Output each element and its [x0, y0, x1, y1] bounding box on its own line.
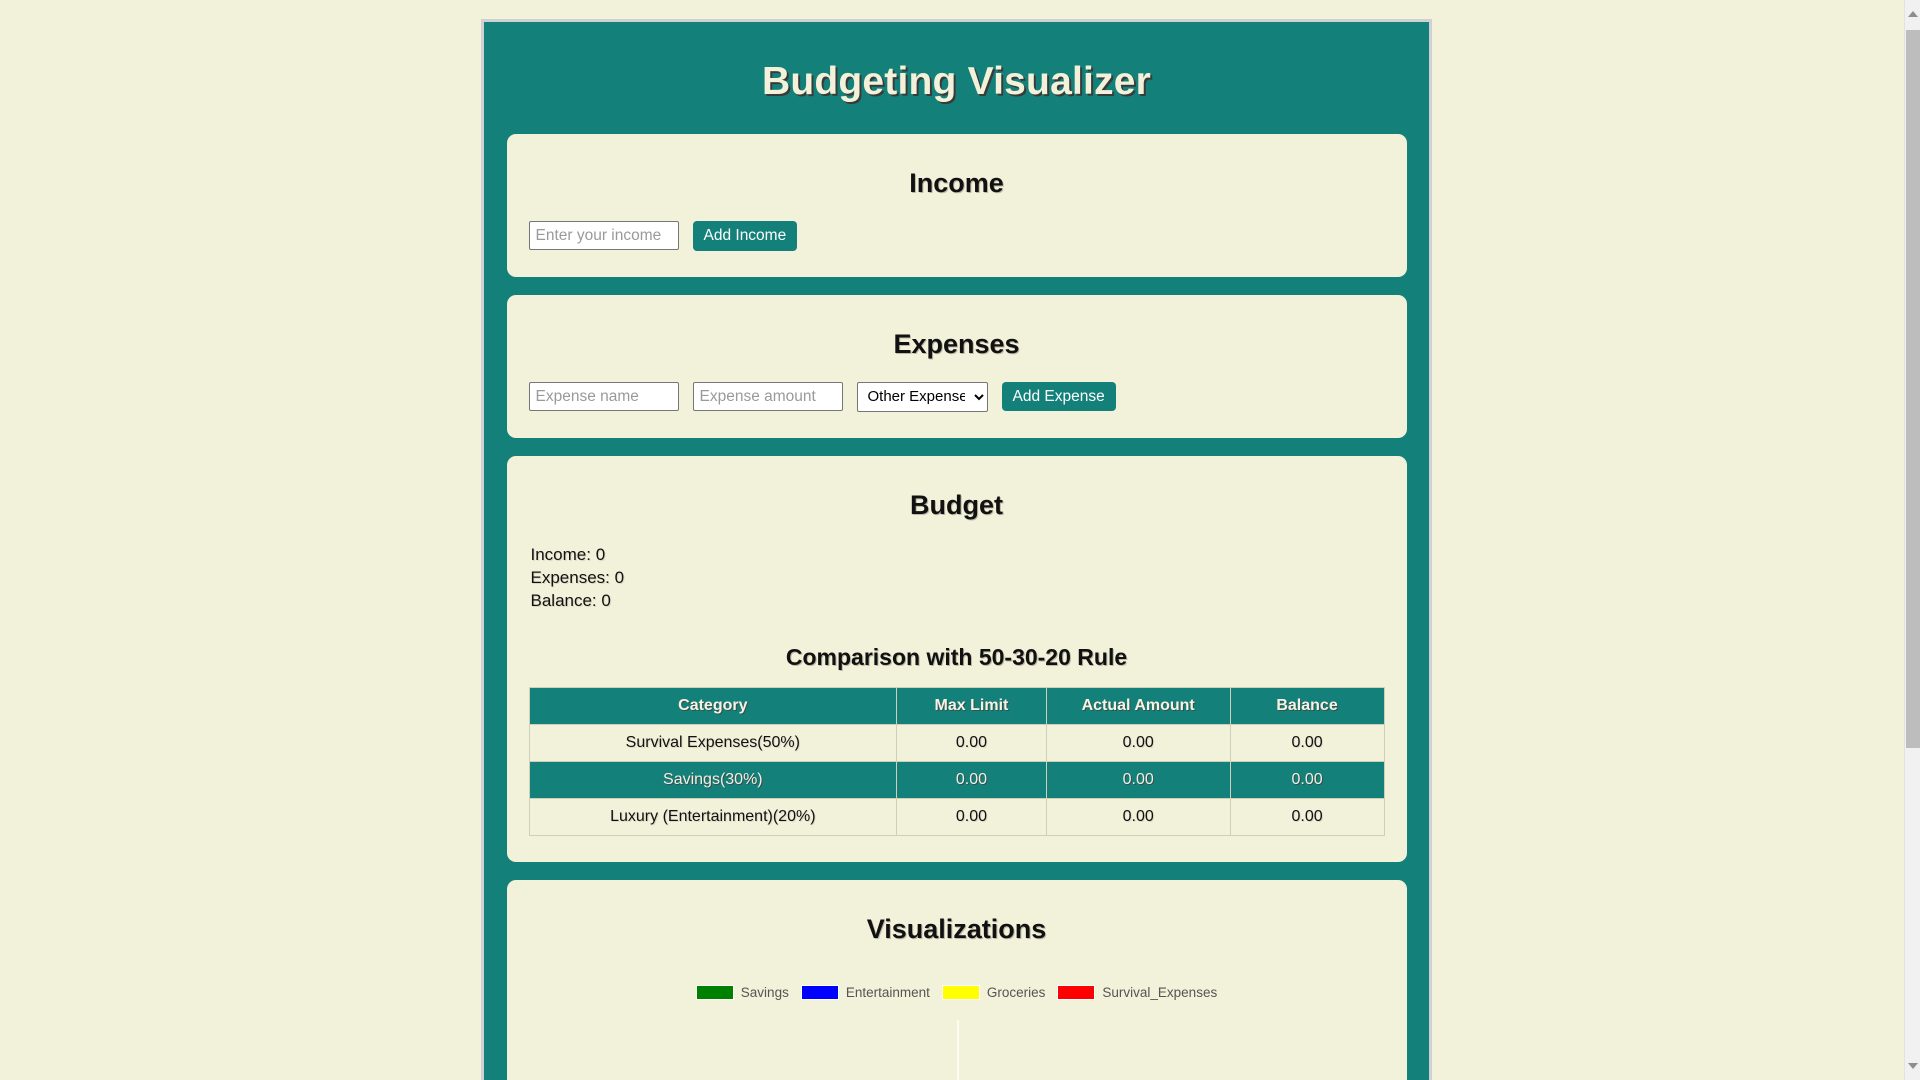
visualizations-card-title: Visualizations: [866, 914, 1047, 945]
scroll-up-arrow-icon[interactable]: [1905, 6, 1920, 22]
legend-label-savings: Savings: [740, 985, 789, 1001]
cell-actual-amount: 0.00: [1046, 725, 1230, 762]
cell-category: Luxury (Entertainment)(20%): [529, 799, 897, 836]
vertical-scrollbar[interactable]: [1904, 0, 1920, 1080]
visualizations-card: [507, 880, 1407, 1080]
column-header-category: Category: [529, 688, 897, 725]
expense-amount-input[interactable]: [693, 382, 843, 411]
column-header-max-limit: Max Limit: [897, 688, 1047, 725]
cell-balance: 0.00: [1230, 799, 1384, 836]
legend-swatch-entertainment: [801, 985, 839, 1000]
column-header-actual-amount: Actual Amount: [1046, 688, 1230, 725]
legend-item-groceries[interactable]: [942, 985, 1046, 1000]
comparison-table-body: [529, 725, 1384, 836]
legend-item-entertainment[interactable]: [801, 985, 930, 1000]
expenses-card: [507, 295, 1407, 438]
cell-actual-amount: 0.00: [1046, 762, 1230, 799]
comparison-table-head: [529, 688, 1384, 725]
legend-swatch-survival-expenses: [1057, 985, 1095, 1000]
charts-container: [529, 1008, 1385, 1080]
legend-swatch-savings: [696, 985, 734, 1000]
legend-item-savings[interactable]: [696, 985, 789, 1000]
summary-balance: Balance: 0: [530, 591, 611, 610]
page-title: Budgeting Visualizer: [761, 60, 1151, 103]
legend-item-survival-expenses[interactable]: [1057, 985, 1217, 1000]
cell-category: Savings(30%): [529, 762, 897, 799]
table-header-row: [529, 688, 1384, 725]
cell-actual-amount: 0.00: [1046, 799, 1230, 836]
add-income-button[interactable]: Add Income: [693, 221, 798, 251]
chart-legend: [529, 967, 1385, 1008]
budget-card: [507, 456, 1407, 863]
legend-label-groceries: Groceries: [986, 985, 1046, 1001]
scroll-down-arrow-icon[interactable]: [1905, 1058, 1920, 1074]
cell-category: Survival Expenses(50%): [529, 725, 897, 762]
income-card: [507, 134, 1407, 277]
comparison-table: [529, 687, 1385, 836]
cell-balance: 0.00: [1230, 762, 1384, 799]
legend-label-entertainment: Entertainment: [845, 985, 930, 1001]
summary-expenses: Expenses: 0: [530, 567, 625, 587]
cell-max-limit: 0.00: [897, 725, 1047, 762]
budget-card-title: Budget: [910, 489, 1003, 520]
expenses-card-title: Expenses: [893, 328, 1020, 359]
expense-name-input[interactable]: [529, 382, 679, 411]
income-input[interactable]: [529, 221, 679, 250]
add-expense-button[interactable]: Add Expense: [1002, 382, 1116, 412]
chart-panel-divider: [957, 1020, 959, 1080]
cell-max-limit: 0.00: [897, 762, 1047, 799]
cell-max-limit: 0.00: [897, 799, 1047, 836]
app-page-frame: [481, 19, 1432, 1080]
table-row: [529, 762, 1384, 799]
comparison-title: Comparison with 50-30-20 Rule: [785, 644, 1128, 671]
table-row: [529, 799, 1384, 836]
summary-income: Income: 0: [530, 544, 606, 564]
table-row: [529, 725, 1384, 762]
budget-summary: [529, 543, 1385, 619]
legend-swatch-groceries: [942, 985, 980, 1000]
legend-label-survival-expenses: Survival_Expenses: [1102, 985, 1218, 1001]
column-header-balance: Balance: [1230, 688, 1384, 725]
income-form-row: [529, 221, 1385, 251]
scrollbar-thumb[interactable]: [1906, 30, 1920, 748]
expenses-form-row: [529, 382, 1385, 412]
expense-category-select[interactable]: [857, 382, 988, 412]
cell-balance: 0.00: [1230, 725, 1384, 762]
income-card-title: Income: [909, 168, 1004, 198]
